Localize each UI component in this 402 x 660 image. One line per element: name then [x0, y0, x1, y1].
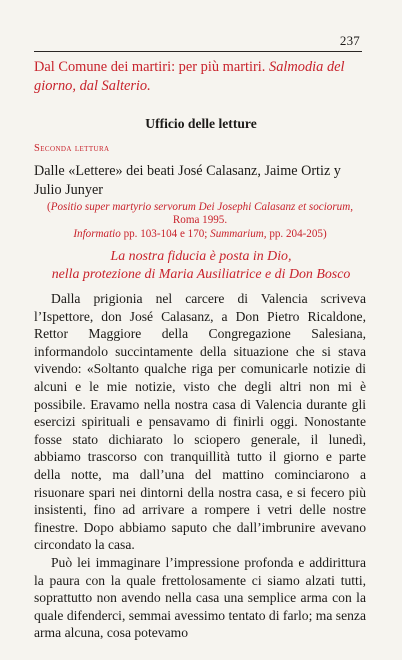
rubric	[34, 58, 364, 96]
reading-body	[34, 290, 366, 642]
citation-pages-1: pp. 103-104 e 170;	[120, 227, 211, 240]
citation-positio: Positio super martyrio servorum Dei Josephi Calasanz et sociorum,	[50, 201, 353, 213]
reading-citation	[34, 201, 366, 241]
citation-roma: Roma 1995.	[172, 214, 228, 227]
citation-open: (	[47, 201, 51, 213]
page-number: 237	[339, 33, 360, 48]
header-rule	[34, 51, 362, 52]
office-title: Ufficio delle letture	[145, 116, 257, 131]
citation-summarium: Summarium,	[210, 227, 267, 240]
paragraph-2: Può lei immaginare l’impressione profonda e addirittura la paura con la quale frettolosamente ci siamo alzati tutti, soprattutto non avendo nella casa una semplice arma con la quale difenderci, semmai avessimo tentato di farlo; ma senza arma alcuna, cosa potevamo	[34, 554, 366, 641]
reading-heading	[0, 248, 402, 284]
heading-line-2: nella protezione di Maria Ausiliatrice e di Don Bosco	[51, 267, 351, 282]
citation-pages-2: pp. 204-205)	[266, 227, 327, 240]
rubric-text: Dal Comune dei martiri: per più martiri.	[34, 59, 266, 75]
citation-informatio: Informatio	[73, 227, 121, 240]
heading-line-1: La nostra fiducia è posta in Dio,	[110, 249, 292, 264]
reading-source: Dalle «Lettere» dei beati José Calasanz, Jaime Ortiz y Julio Junyer	[34, 163, 341, 198]
paragraph-1: Dalla prigionia nel carcere di Valencia scriveva l’Ispettore, don José Calasanz, a Don Pietro Ricaldone, Rettor Maggiore della Congregazione Salesiana, informandolo succintamente della situazione che si stava vivendo: «Soltanto qualche riga per comunicarle notizie di alcuni e le mie notizie, visto che degli altri non mi è possibile. Eravamo nella nostra casa di Valencia durante gli esercizi spirituali e pensavamo di finirli oggi. Nonostante fosse stato dichiarato lo sciopero generale, il lunedì, abbiamo trascorso con tranquillità tutto il giorno e parte della notte, ma dall’una del mattino cominciarono a risuonare spari nei dintorni della nostra casa, e si fecero più insistenti, fino ad arrivare a rompere i vetri delle nostre finestre. Dopo abbiamo saputo che dall’imbrunire avevano circondato la casa.	[34, 291, 366, 553]
rubric-italic: Salmodia del giorno, dal Salterio.	[34, 59, 345, 94]
section-label: Seconda lettura	[34, 143, 110, 154]
